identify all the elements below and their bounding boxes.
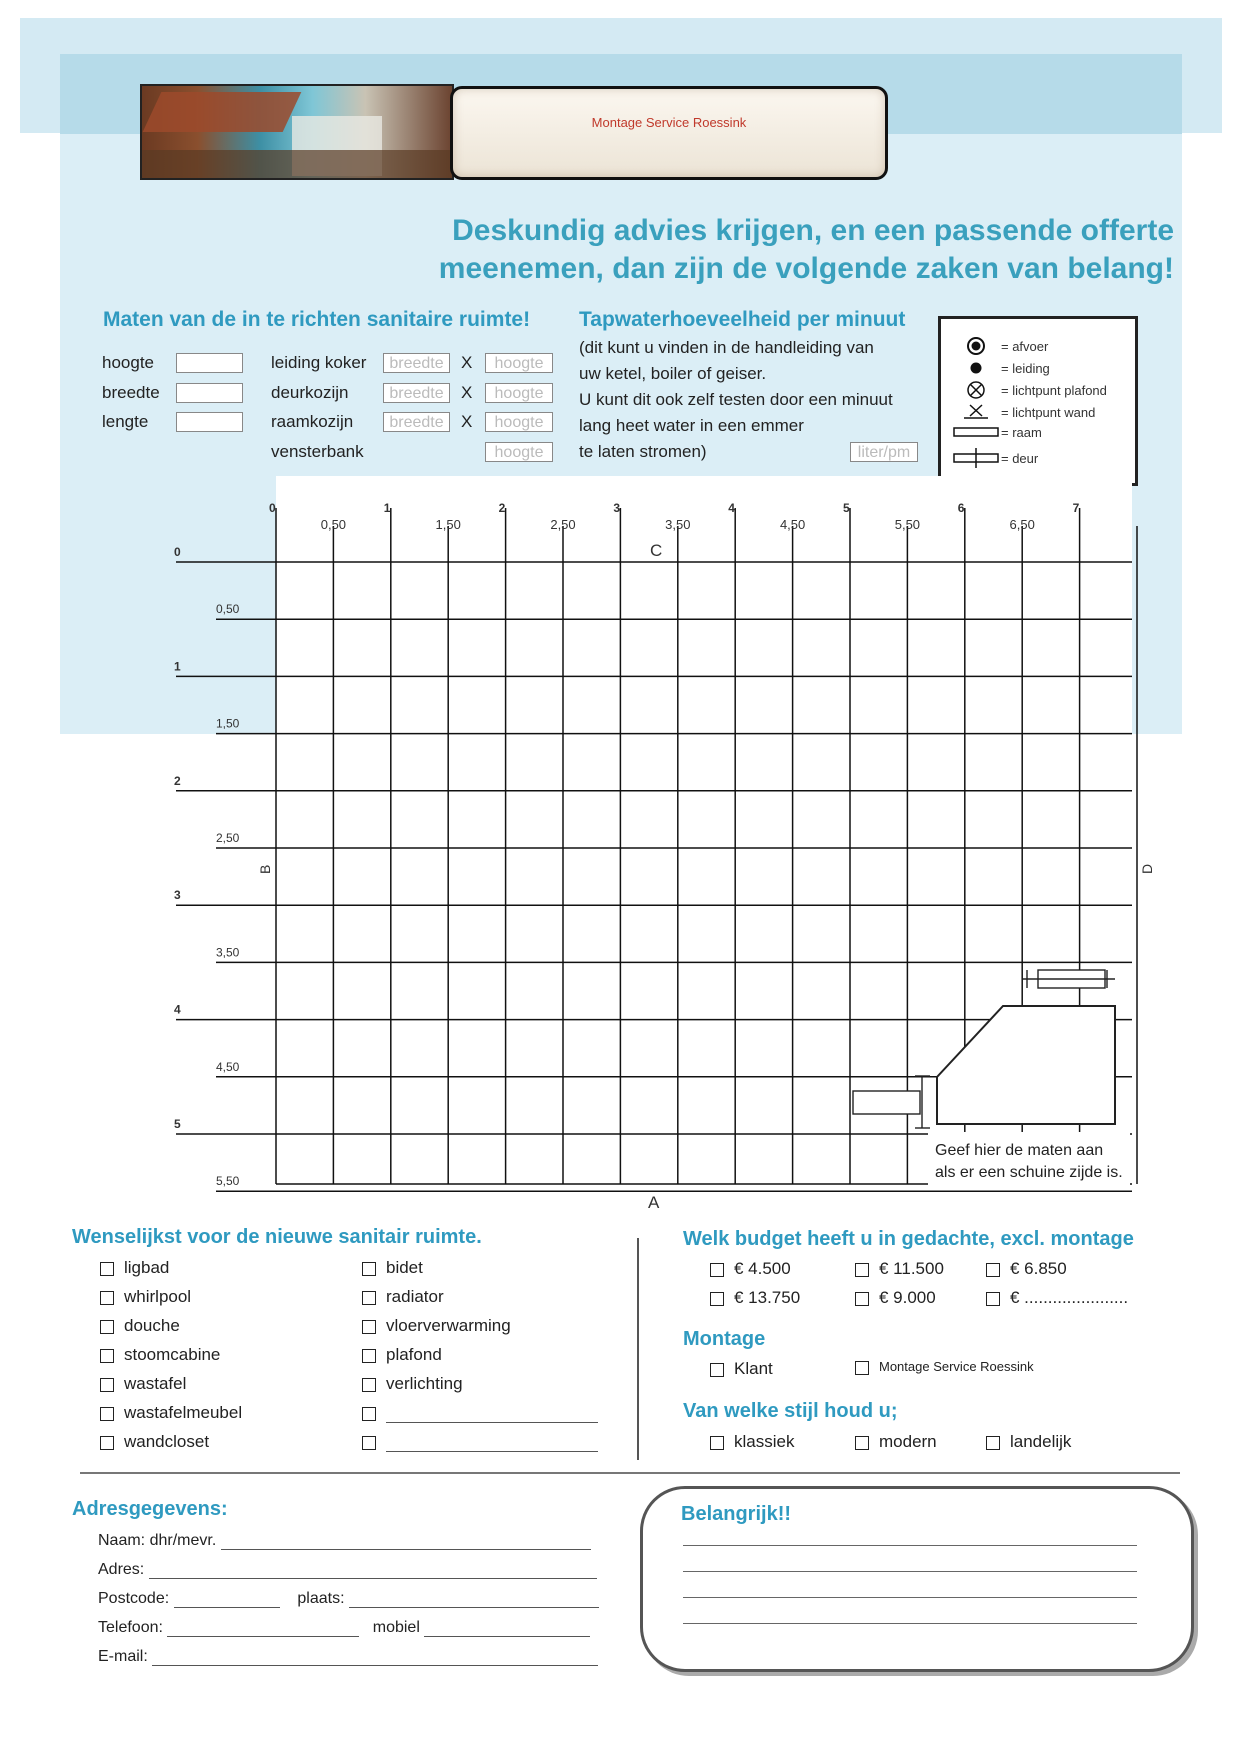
section-divider	[80, 1472, 1180, 1474]
note-line[interactable]	[683, 1623, 1137, 1624]
left-axis-minor-label: 5,50	[216, 1174, 240, 1189]
wish-option[interactable]	[100, 1287, 191, 1307]
checkbox[interactable]	[100, 1320, 114, 1334]
checkbox[interactable]	[362, 1320, 376, 1334]
times-sign: X	[461, 412, 473, 431]
left-axis-minor-label: 2,50	[216, 831, 240, 845]
symbol-legend	[938, 316, 1138, 486]
side-label-b: B	[257, 864, 273, 874]
wish-label: wastafelmeubel	[124, 1403, 243, 1422]
room-input-hoogte[interactable]	[176, 353, 243, 373]
left-axis-label: 0	[174, 545, 181, 559]
wish-option[interactable]	[362, 1403, 598, 1423]
wish-option[interactable]	[100, 1258, 169, 1278]
vensterbank-hoogte-input[interactable]: hoogte	[485, 442, 553, 462]
side-label-d: D	[1139, 863, 1155, 874]
telefoon-field[interactable]: Telefoon: mobiel	[98, 1619, 590, 1637]
wish-label: bidet	[386, 1258, 423, 1277]
postcode-field[interactable]: Postcode: plaats:	[98, 1590, 599, 1608]
item-label-vensterbank: vensterbank	[271, 442, 364, 461]
room-label-breedte: breedte	[102, 383, 160, 402]
checkbox[interactable]	[855, 1361, 869, 1375]
divider	[637, 1238, 639, 1460]
room-label-lengte: lengte	[102, 412, 149, 431]
item-label-raamkozijn: raamkozijn	[271, 412, 354, 431]
headline-line-1: Deskundig advies krijgen, en een passende offerte	[452, 214, 1174, 247]
left-axis-minor-label: 1,50	[216, 716, 240, 731]
top-axis-minor-label: 5,50	[894, 517, 921, 532]
wishes-title: Wenselijkst voor de nieuwe sanitair ruimte.	[72, 1226, 482, 1248]
floor-plan-grid[interactable]	[0, 476, 1242, 1216]
budget-option[interactable]: € 11.500	[855, 1259, 944, 1279]
checkbox[interactable]	[855, 1292, 869, 1306]
tapwater-line-5: te laten stromen)	[579, 442, 707, 461]
wish-label: vloerverwarming	[386, 1316, 511, 1335]
wish-option[interactable]	[100, 1345, 220, 1365]
left-axis-minor-label: 4,50	[216, 1059, 240, 1074]
checkbox[interactable]	[100, 1436, 114, 1450]
legend-label-deur: = deur	[1001, 450, 1039, 466]
banner-photo	[140, 84, 454, 180]
wish-option[interactable]	[100, 1316, 180, 1336]
address-title: Adresgegevens:	[72, 1498, 228, 1520]
wish-label: stoomcabine	[124, 1345, 221, 1364]
checkbox[interactable]	[710, 1292, 724, 1306]
brand-name: Montage Service Roessink	[591, 115, 747, 130]
montage-option-service[interactable]: Montage Service Roessink	[855, 1359, 1034, 1375]
grid-note-line-1: Geef hier de maten aan	[935, 1142, 1104, 1159]
wish-option[interactable]	[100, 1432, 209, 1452]
times-sign: X	[461, 383, 473, 402]
times-sign: X	[461, 353, 473, 372]
deur-icon	[951, 447, 1001, 472]
montage-title: Montage	[683, 1328, 766, 1350]
left-axis-minor-label: 3,50	[216, 945, 240, 960]
checkbox[interactable]	[362, 1262, 376, 1276]
budget-option[interactable]: € 9.000	[855, 1288, 936, 1308]
top-axis-label: 4	[728, 501, 735, 515]
wish-blank-line[interactable]	[386, 1451, 598, 1452]
wish-label: douche	[124, 1316, 180, 1335]
wish-option[interactable]	[362, 1287, 444, 1307]
checkbox[interactable]	[986, 1436, 1000, 1450]
item-label-deurkozijn: deurkozijn	[271, 383, 349, 402]
legend-label-lichtpunt-wand: = lichtpunt wand	[1001, 404, 1096, 420]
wish-label: verlichting	[386, 1374, 463, 1393]
wish-label: wandcloset	[124, 1432, 210, 1451]
top-axis-label: 5	[843, 501, 850, 515]
wish-label: plafond	[386, 1345, 442, 1364]
wish-label: ligbad	[124, 1258, 170, 1277]
tapwater-title: Tapwaterhoeveelheid per minuut	[579, 308, 906, 331]
top-axis-label: 7	[1072, 501, 1080, 515]
top-axis-minor-label: 6,50	[1009, 517, 1035, 532]
left-axis-label: 3	[174, 888, 181, 903]
checkbox[interactable]	[100, 1291, 114, 1305]
adres-field[interactable]: Adres:	[98, 1561, 597, 1579]
tapwater-line-1: (dit kunt u vinden in de handleiding van	[579, 338, 874, 357]
leiding-icon	[951, 359, 1001, 380]
checkbox[interactable]	[362, 1349, 376, 1363]
checkbox[interactable]	[710, 1436, 724, 1450]
checkbox[interactable]	[855, 1263, 869, 1277]
left-axis-label: 4	[174, 1002, 181, 1017]
side-label-a: A	[648, 1193, 660, 1212]
budget-option[interactable]: € 6.850	[986, 1259, 1067, 1279]
wish-label: wastafel	[124, 1374, 187, 1393]
style-option-landelijk[interactable]: landelijk	[986, 1432, 1071, 1452]
important-box	[640, 1486, 1194, 1672]
wish-option[interactable]	[362, 1432, 598, 1452]
checkbox[interactable]	[710, 1263, 724, 1277]
budget-option[interactable]: € ......................	[986, 1288, 1128, 1308]
wish-option[interactable]	[100, 1374, 186, 1394]
headline-line-2: meenemen, dan zijn de volgende zaken van belang!	[438, 252, 1174, 285]
wish-blank-line[interactable]	[386, 1422, 598, 1423]
lichtpunt-plafond-icon	[951, 381, 1001, 402]
budget-title: Welk budget heeft u in gedachte, excl. montage	[683, 1228, 1134, 1250]
note-line[interactable]	[683, 1545, 1137, 1546]
montage-option-klant[interactable]: Klant	[710, 1359, 773, 1379]
wish-option[interactable]	[362, 1258, 423, 1278]
room-input-breedte[interactable]	[176, 383, 243, 403]
tapwater-line-2: uw ketel, boiler of geiser.	[579, 364, 767, 383]
checkbox[interactable]	[362, 1378, 376, 1392]
note-line[interactable]	[683, 1597, 1137, 1598]
afvoer-icon	[951, 337, 1001, 358]
email-field[interactable]: E-mail:	[98, 1648, 598, 1666]
checkbox[interactable]	[855, 1436, 869, 1450]
room-input-lengte[interactable]	[176, 412, 243, 432]
top-axis-minor-label: 0,50	[320, 517, 347, 532]
measurements-title: Maten van de in te richten sanitaire ruimte!	[103, 308, 531, 331]
left-axis-minor-label: 0,50	[216, 602, 240, 617]
budget-option[interactable]: € 4.500	[710, 1259, 791, 1279]
checkbox[interactable]	[362, 1407, 376, 1421]
style-title: Van welke stijl houd u;	[683, 1400, 898, 1422]
deurkozijn-breedte-input[interactable]: breedte	[383, 383, 450, 403]
raamkozijn-hoogte-input[interactable]: hoogte	[485, 412, 553, 432]
wish-option[interactable]	[362, 1316, 511, 1336]
checkbox[interactable]	[986, 1263, 1000, 1277]
item-label-leiding-koker: leiding koker	[271, 353, 367, 372]
side-label-c: C	[650, 541, 663, 560]
naam-field[interactable]: Naam: dhr/mevr.	[98, 1532, 591, 1550]
important-title: Belangrijk!!	[681, 1503, 792, 1525]
checkbox[interactable]	[100, 1349, 114, 1363]
wish-label: radiator	[386, 1287, 444, 1306]
checkbox[interactable]	[100, 1262, 114, 1276]
raam-icon	[951, 425, 1001, 442]
wish-label: whirlpool	[124, 1287, 192, 1306]
checkbox[interactable]	[362, 1436, 376, 1450]
top-axis-minor-label: 2,50	[550, 517, 576, 532]
legend-label-lichtpunt-plafond: = lichtpunt plafond	[1001, 382, 1107, 398]
top-axis-label: 3	[613, 501, 621, 515]
wish-option[interactable]	[100, 1403, 242, 1423]
top-axis-minor-label: 1,50	[435, 517, 461, 532]
tapwater-input[interactable]: liter/pm	[850, 442, 918, 462]
grid-note-line-2: als er een schuine zijde is.	[935, 1164, 1123, 1181]
style-option-modern[interactable]: modern	[855, 1432, 937, 1452]
deurkozijn-hoogte-input[interactable]: hoogte	[485, 383, 553, 403]
brand-banner	[450, 86, 888, 180]
top-axis-label: 0	[269, 501, 276, 515]
lichtpunt-wand-icon	[951, 403, 1001, 424]
checkbox[interactable]	[100, 1378, 114, 1392]
checkbox[interactable]	[362, 1291, 376, 1305]
tapwater-line-4: lang heet water in een emmer	[579, 416, 804, 435]
style-option-klassiek[interactable]: klassiek	[710, 1432, 794, 1452]
top-axis-label: 2	[498, 501, 506, 515]
legend-label-raam: = raam	[1001, 425, 1042, 440]
checkbox[interactable]	[986, 1292, 1000, 1306]
note-line[interactable]	[683, 1571, 1137, 1572]
wish-option[interactable]	[362, 1374, 463, 1394]
top-axis-minor-label: 4,50	[779, 517, 806, 532]
top-axis-label: 6	[957, 501, 965, 515]
left-axis-label: 2	[174, 773, 181, 788]
page-headline	[374, 212, 1174, 288]
budget-option[interactable]: € 13.750	[710, 1288, 800, 1308]
checkbox[interactable]	[100, 1407, 114, 1421]
left-axis-label: 5	[174, 1117, 181, 1131]
top-axis-label: 1	[383, 501, 391, 515]
leiding-koker-breedte-input[interactable]: breedte	[383, 353, 450, 373]
top-axis-minor-label: 3,50	[665, 517, 691, 532]
left-axis-label: 1	[174, 659, 181, 674]
room-label-hoogte: hoogte	[102, 353, 154, 372]
legend-label-afvoer: = afvoer	[1001, 338, 1049, 354]
raamkozijn-breedte-input[interactable]: breedte	[383, 412, 450, 432]
tapwater-line-3: U kunt dit ook zelf testen door een minuut	[579, 390, 893, 409]
checkbox[interactable]	[710, 1363, 724, 1377]
leiding-koker-hoogte-input[interactable]: hoogte	[485, 353, 553, 373]
legend-label-leiding: = leiding	[1001, 360, 1050, 376]
wish-option[interactable]	[362, 1345, 442, 1365]
